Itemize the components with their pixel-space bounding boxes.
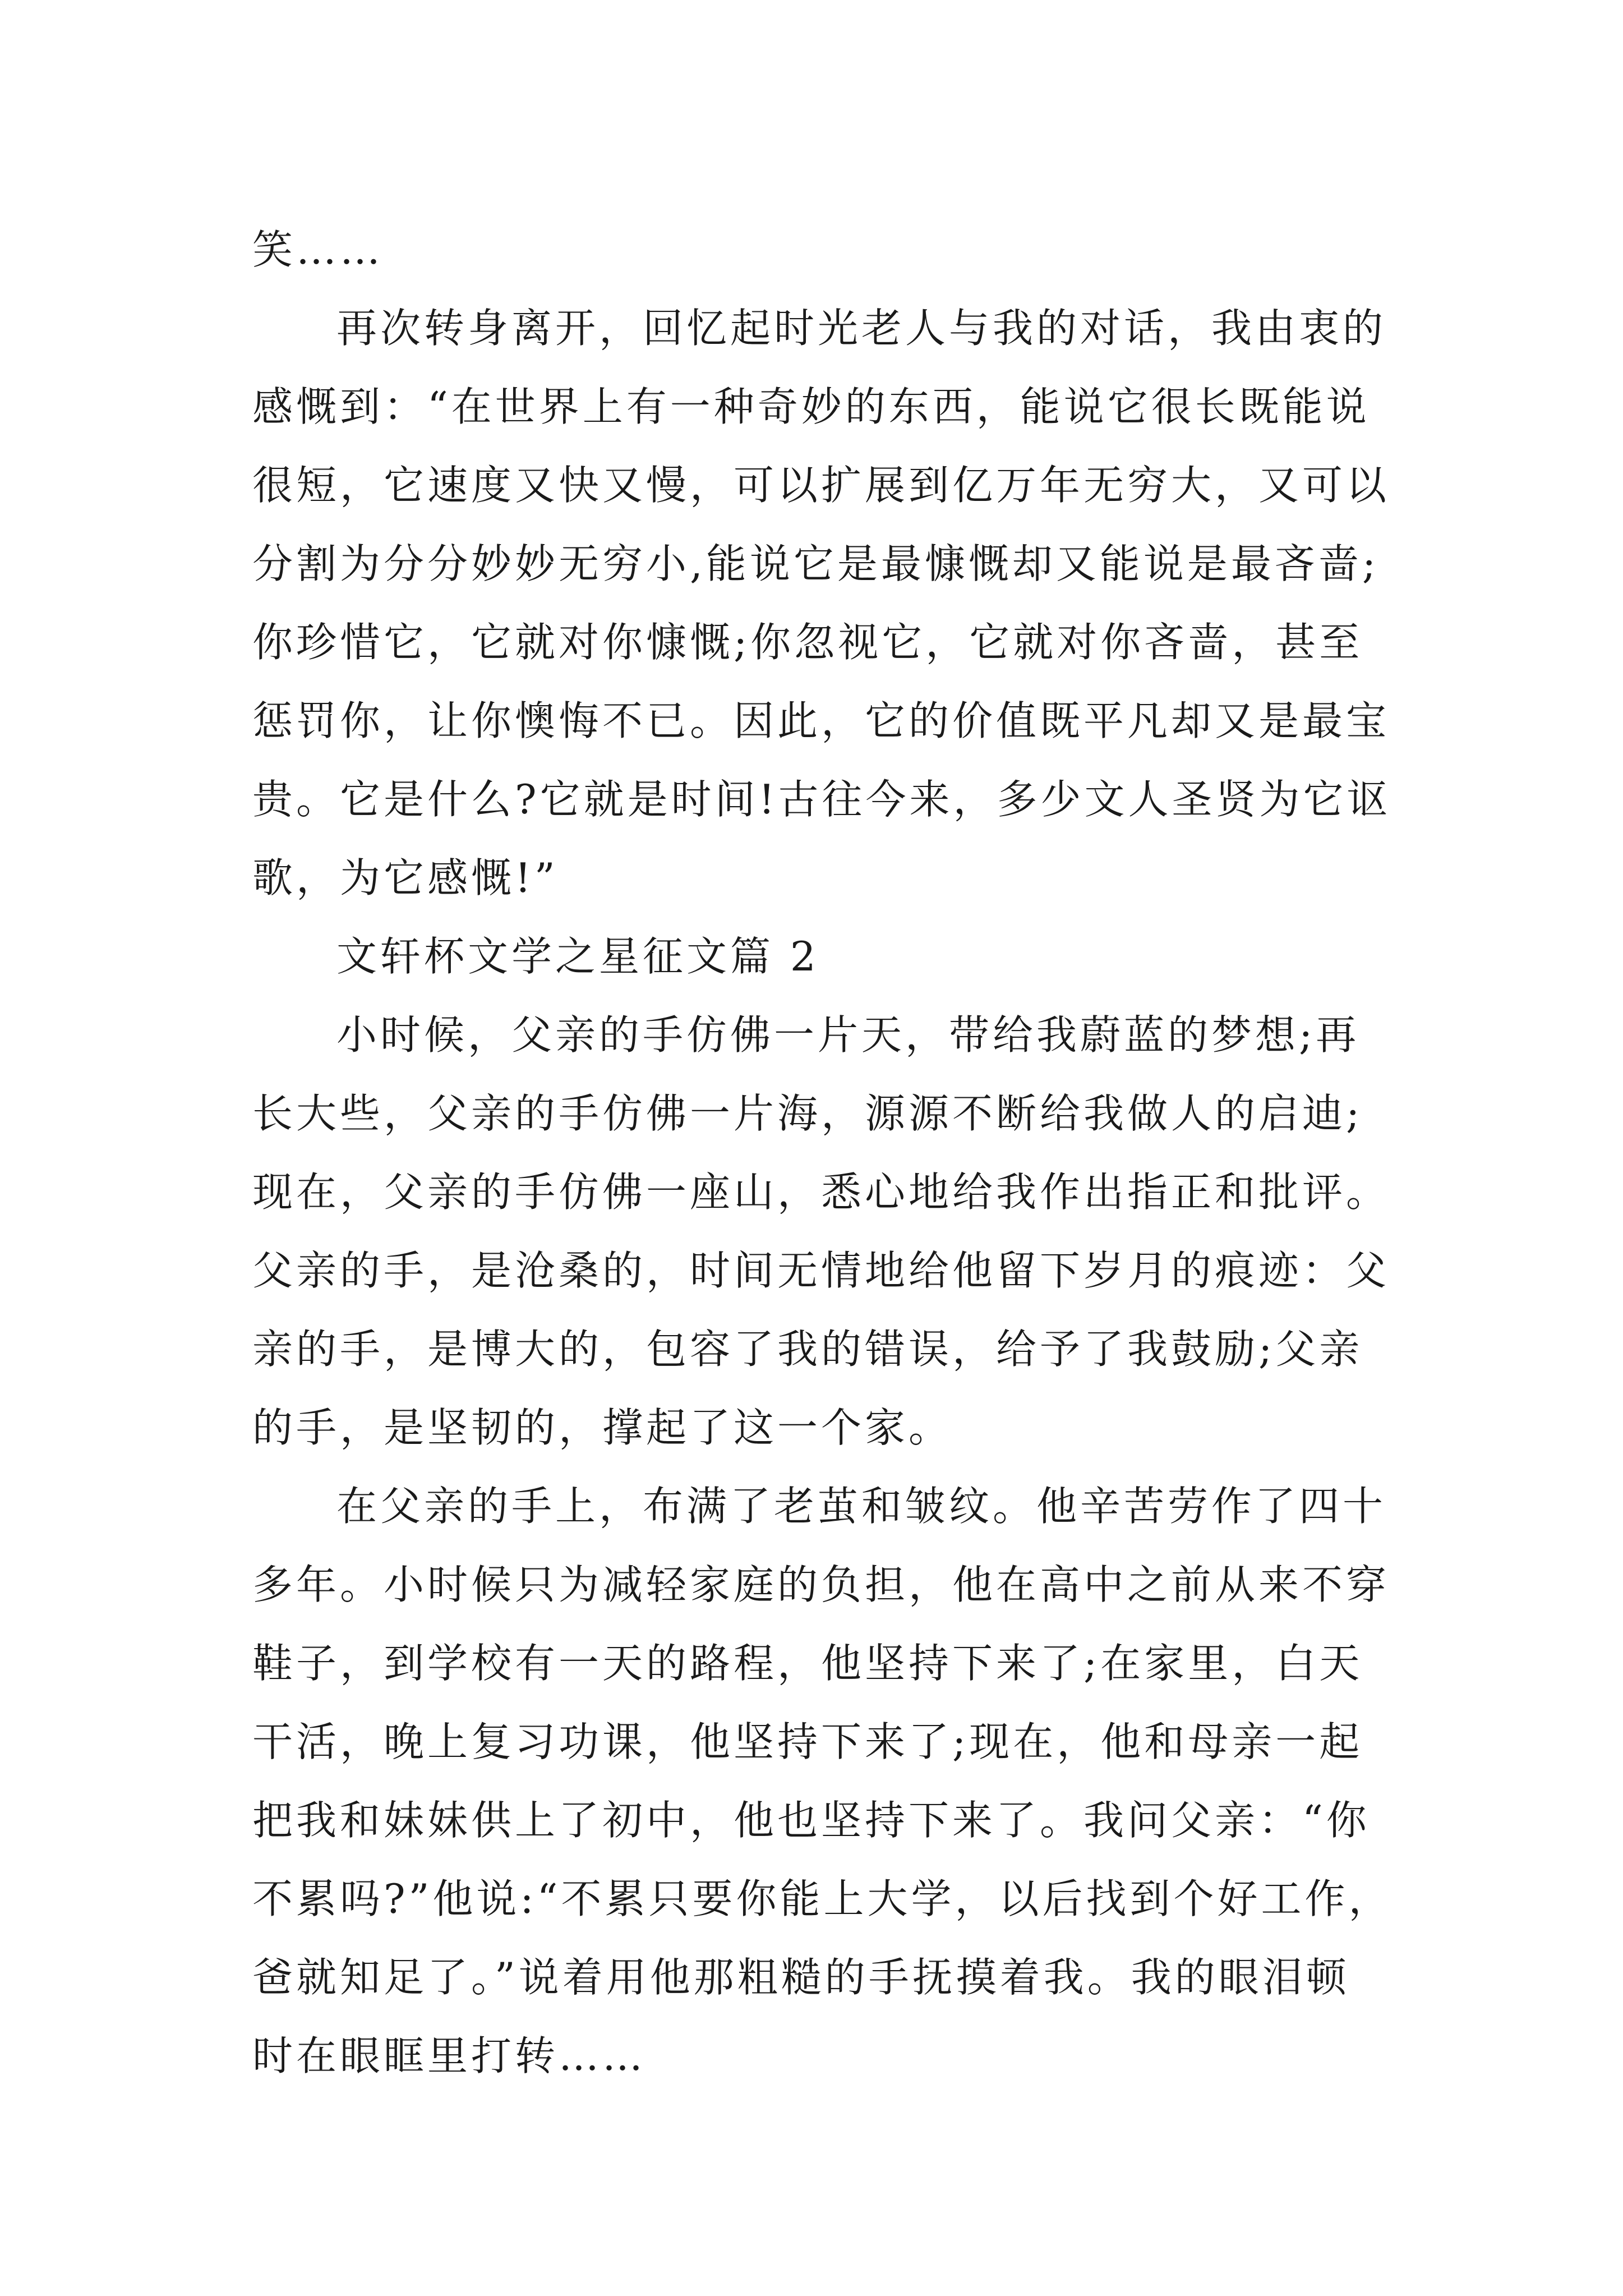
text-line: 鞋子，到学校有一天的路程，他坚持下来了;在家里，白天 [252, 1640, 1363, 1687]
text-line: 多年。小时候只为减轻家庭的负担，他在高中之前从来不穿 [252, 1561, 1390, 1608]
text-line: 再次转身离开，回忆起时光老人与我的对话，我由衷的 [336, 305, 1387, 352]
text-line: 很短，它速度又快又慢，可以扩展到亿万年无穷大，又可以 [252, 462, 1390, 509]
text-line: 小时候，父亲的手仿佛一片天，带给我蔚蓝的梦想;再 [336, 1011, 1360, 1059]
text-line: 感慨到：“在世界上有一种奇妙的东西，能说它很长既能说 [252, 383, 1370, 430]
text-line: 现在，父亲的手仿佛一座山，悉心地给我作出指正和批评。 [252, 1168, 1390, 1216]
text-line: 不累吗?”他说:“不累只要你能上大学，以后找到个好工作， [252, 1875, 1393, 1922]
text-line: 长大些，父亲的手仿佛一片海，源源不断给我做人的启迪; [252, 1090, 1363, 1137]
text-line: 在父亲的手上，布满了老茧和皱纹。他辛苦劳作了四十 [336, 1483, 1387, 1530]
text-line: 贵。它是什么?它就是时间!古往今来，多少文人圣贤为它讴 [252, 776, 1391, 823]
text-line: 你珍惜它，它就对你慷慨;你忽视它，它就对你吝啬，甚至 [252, 619, 1363, 666]
section-heading: 文轩杯文学之星征文篇 2 [336, 933, 819, 980]
text-line: 把我和妹妹供上了初中，他也坚持下来了。我问父亲：“你 [252, 1797, 1370, 1844]
text-line: 歌，为它感慨!” [252, 854, 559, 901]
text-line: 爸就知足了。”说着用他那粗糙的手抚摸着我。我的眼泪顿 [252, 1954, 1350, 2001]
text-line: 分割为分分妙妙无穷小,能说它是最慷慨却又能说是最吝啬; [252, 540, 1380, 587]
text-line: 亲的手，是博大的，包容了我的错误，给予了我鼓励;父亲 [252, 1326, 1363, 1373]
document-body [252, 210, 1393, 2095]
text-line: 时在眼眶里打转…… [252, 2032, 647, 2079]
text-line: 的手，是坚韧的，撑起了这一个家。 [252, 1404, 953, 1451]
text-line: 父亲的手，是沧桑的，时间无情地给他留下岁月的痕迹：父 [252, 1247, 1390, 1294]
text-line: 干活，晚上复习功课，他坚持下来了;现在，他和母亲一起 [252, 1718, 1363, 1765]
text-line: 笑…… [252, 226, 384, 273]
text-line: 惩罚你，让你懊悔不已。因此，它的价值既平凡却又是最宝 [252, 697, 1390, 744]
